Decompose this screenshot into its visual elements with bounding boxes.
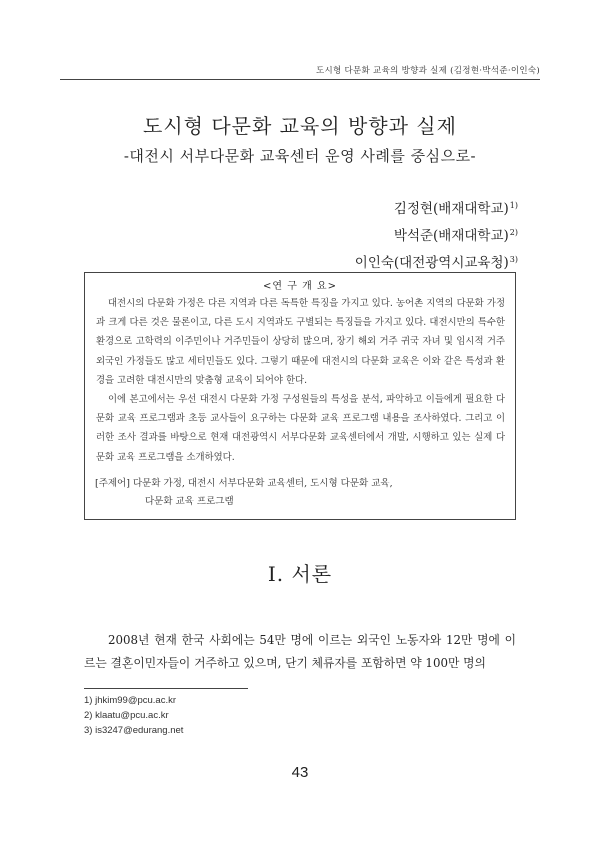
footnotes xyxy=(84,693,183,738)
paper-subtitle: -대전시 서부다문화 교육센터 운영 사례를 중심으로- xyxy=(123,147,477,165)
header-rule xyxy=(60,79,540,80)
keywords-line xyxy=(95,475,505,493)
abstract-heading: <연 구 개 요> xyxy=(263,281,337,292)
footnote-marker: 2) xyxy=(509,228,518,237)
author-line xyxy=(355,194,518,221)
footnote: 1) jhkim99@pcu.ac.kr xyxy=(84,695,177,706)
keywords-text: 다문화 교육 프로그램 xyxy=(145,496,234,507)
keywords-label: [주제어] xyxy=(95,478,130,489)
author-line xyxy=(355,221,518,248)
footnote-marker: 3) xyxy=(509,255,518,264)
author-name: 이인숙(대전광역시교육청) xyxy=(354,255,509,271)
body-text xyxy=(84,629,516,675)
footnote: 3) is3247@edurang.net xyxy=(84,725,184,736)
author-line xyxy=(355,248,518,275)
page-number: 43 xyxy=(291,764,309,781)
body-paragraph: 2008년 현재 한국 사회에는 54만 명에 이르는 외국인 노동자와 12만 명에 이르는 결혼이민자들이 거주하고 있으며, 단기 체류자를 포함하면 약 100만 명의 xyxy=(84,633,516,670)
author-list xyxy=(355,194,518,275)
abstract-body xyxy=(96,294,505,467)
author-name: 김정현(배재대학교) xyxy=(393,201,509,217)
paper-title: 도시형 다문화 교육의 방향과 실제 xyxy=(143,114,457,138)
keywords xyxy=(95,475,505,511)
running-header: 도시형 다문화 교육의 방향과 실제 (김정현·박석준·이인숙) xyxy=(315,66,540,76)
footnote-rule xyxy=(84,688,248,689)
author-name: 박석준(배재대학교) xyxy=(393,228,509,244)
abstract-paragraph: 대전시의 다문화 가정은 다른 지역과 다른 독특한 특징을 가지고 있다. 농어촌 지역의 다문화 가정과 크게 다른 것은 물론이고, 다른 도시 지역과도 구별되는 특징들을 가지고 있다. 대전시만의 특수한 환경으로 고학력의 이주민이나 거주민들이 상당히 많으며, 장기 해외 거주 귀국 자녀 및 임시적 거주 외국인 가정들도 많고 세터민들도 있다. 그렇기 때문에 대전시의 다문화 교육은 이와 같은 특성과 환경을 고려한 대전시만의 맞춤형 교육이 되어야 한다. xyxy=(96,298,505,386)
footnote-marker: 1) xyxy=(509,201,518,210)
footnote: 2) klaatu@pcu.ac.kr xyxy=(84,710,169,721)
abstract-box xyxy=(84,272,516,520)
keywords-text: 다문화 가정, 대전시 서부다문화 교육센터, 도시형 다문화 교육, xyxy=(132,478,393,489)
abstract-paragraph: 이에 본고에서는 우선 대전시 다문화 가정 구성원들의 특성을 분석, 파악하고 이들에게 필요한 다문화 교육 프로그램과 초등 교사들이 요구하는 다문화 교육 프로그램 내용을 조사하였다. 그리고 이러한 조사 결과를 바탕으로 현재 대전광역시 서부다문화 교육센터에서 개발, 시행하고 있는 실제 다문화 교육 프로그램을 소개하였다. xyxy=(96,394,505,463)
section-heading: I. 서론 xyxy=(267,562,333,586)
